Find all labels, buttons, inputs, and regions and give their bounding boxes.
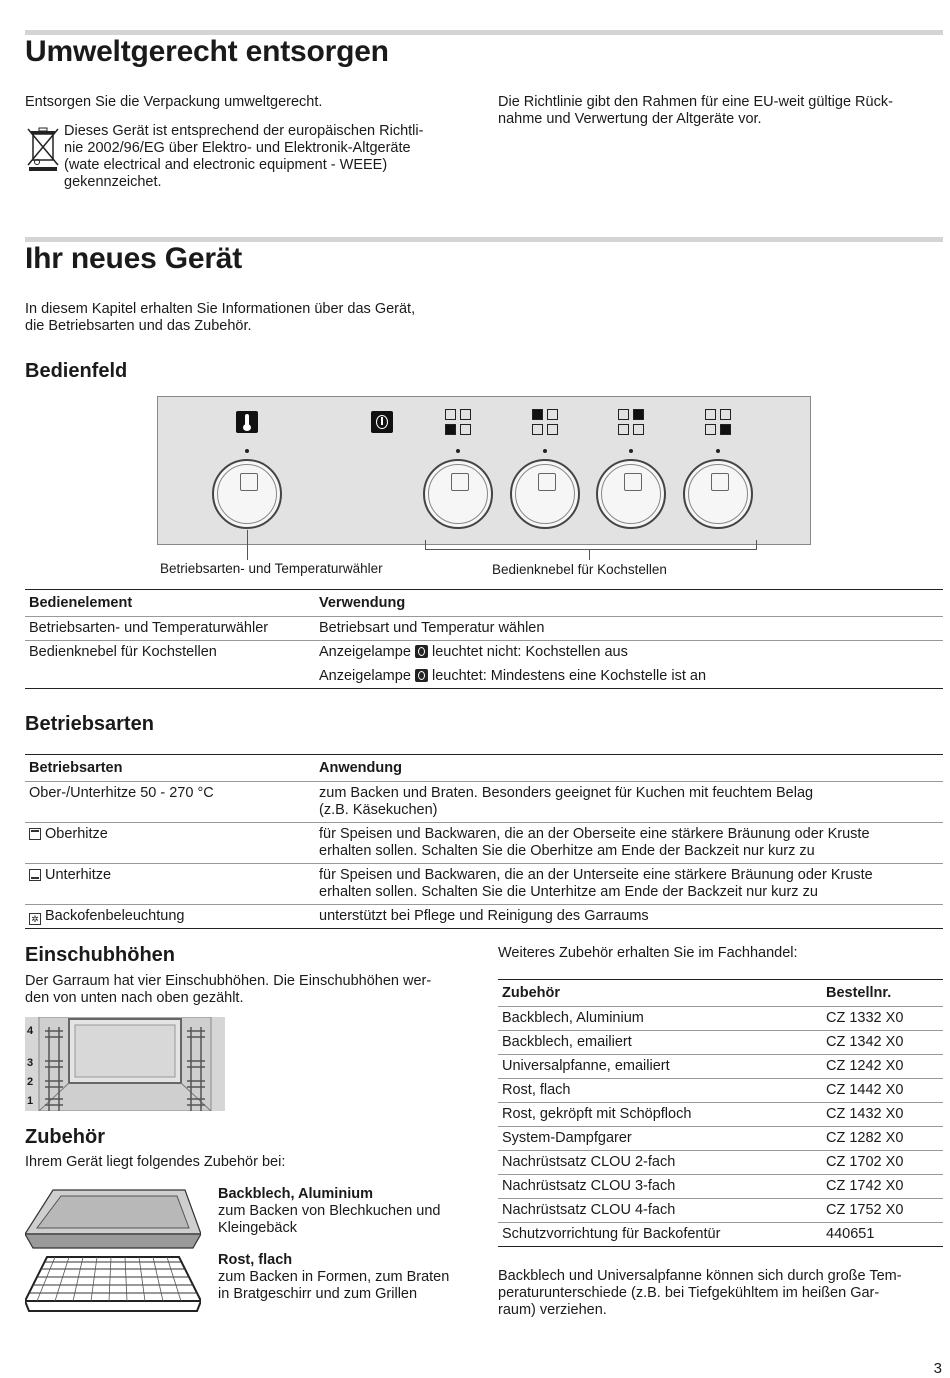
shelf-level-label: 2 <box>27 1076 34 1088</box>
directive-line: Die Richtlinie gibt den Rahmen für eine EU-weit gültige Rück- <box>498 94 893 110</box>
table-row <box>25 905 943 929</box>
directive-text <box>498 94 893 128</box>
table-cell: System-Dampfgarer <box>498 1127 822 1151</box>
hob-zone-icon <box>445 409 473 437</box>
table-row <box>498 1175 943 1199</box>
shelf-level-label: 4 <box>27 1025 34 1037</box>
text: Anzeigelampe <box>319 668 411 684</box>
accessory-item <box>218 1186 440 1237</box>
table-header: Verwendung <box>315 590 943 617</box>
table-cell: CZ 1752 X0 <box>822 1199 943 1223</box>
table-row <box>25 864 943 905</box>
table-row <box>498 1007 943 1031</box>
table-cell: Backblech, emailiert <box>498 1031 822 1055</box>
text-line: in Bratgeschirr und zum Grillen <box>218 1286 418 1302</box>
text-line: Der Garraum hat vier Einschubhöhen. Die Einschubhöhen wer- <box>25 973 432 989</box>
modes-table <box>25 754 943 929</box>
table-row <box>498 1127 943 1151</box>
text-line: zum Backen und Braten. Besonders geeignet für Kuchen mit feuchtem Belag <box>319 785 814 801</box>
callout-line <box>247 530 248 560</box>
text-line: für Speisen und Backwaren, die an der Oberseite eine stärkere Bräunung oder Kruste <box>319 826 870 842</box>
section-title: Ihr neues Gerät <box>25 242 243 275</box>
table-cell: Bedienknebel für Kochstellen <box>25 641 315 689</box>
accessory-intro: Ihrem Gerät liegt folgendes Zubehör bei: <box>25 1154 286 1170</box>
table-header-row <box>498 980 943 1007</box>
hob-zone-icon <box>618 409 646 437</box>
table-cell: CZ 1342 X0 <box>822 1031 943 1055</box>
text-line: erhalten sollen. Schalten Sie die Unterhitze am Ende der Backzeit nur kurz zu <box>319 884 818 900</box>
table-cell: Nachrüstsatz CLOU 2-fach <box>498 1151 822 1175</box>
table-header: Bedienelement <box>25 590 315 617</box>
text-line: zum Backen in Formen, zum Braten <box>218 1269 450 1285</box>
table-row <box>498 1151 943 1175</box>
table-cell: Ober-/Unterhitze 50 - 270 °C <box>25 782 315 823</box>
top-heat-icon <box>29 828 41 840</box>
accessory-note <box>498 1268 902 1319</box>
subsection-title: Bedienfeld <box>25 360 128 382</box>
indicator-lamp-icon <box>371 411 393 433</box>
wire-rack-illustration <box>25 1255 201 1315</box>
text: Oberhitze <box>45 826 108 842</box>
control-panel-illustration <box>157 396 811 545</box>
callout-label-hob: Bedienknebel für Kochstellen <box>492 562 667 577</box>
table-cell: CZ 1432 X0 <box>822 1103 943 1127</box>
text: Backofenbeleuchtung <box>45 908 185 924</box>
hob-knob <box>596 459 666 529</box>
weee-line: gekennzeichet. <box>64 174 162 190</box>
table-cell <box>315 782 943 823</box>
section-title: Umweltgerecht entsorgen <box>25 35 389 68</box>
table-cell <box>25 905 315 929</box>
table-cell: Betriebsarten- und Temperaturwähler <box>25 617 315 641</box>
table-cell: 440651 <box>822 1223 943 1247</box>
table-header-row <box>25 590 943 617</box>
table-row <box>25 823 943 864</box>
shelf-text <box>25 973 431 1007</box>
weee-bin-icon <box>25 126 61 172</box>
table-cell: CZ 1242 X0 <box>822 1055 943 1079</box>
hob-zone-icon <box>532 409 560 437</box>
subsection-title: Zubehör <box>25 1126 105 1148</box>
oven-light-icon: ✲ <box>29 913 41 925</box>
knob-marker <box>716 449 720 453</box>
text-line: peraturunterschiede (z.B. bei Tiefgekühltem im heißen Gar- <box>498 1285 880 1301</box>
text-line: raum) verziehen. <box>498 1302 607 1318</box>
table-cell: Universalpfanne, emailiert <box>498 1055 822 1079</box>
table-cell: CZ 1282 X0 <box>822 1127 943 1151</box>
directive-line: nahme und Verwertung der Altgeräte vor. <box>498 111 762 127</box>
text: leuchtet: Mindestens eine Kochstelle ist an <box>431 668 707 684</box>
intro-text <box>25 301 415 335</box>
table-row <box>25 782 943 823</box>
weee-line: (wate electrical and electronic equipment - WEEE) <box>64 157 388 173</box>
table-header: Bestellnr. <box>822 980 943 1007</box>
callout-label-mode: Betriebsarten- und Temperaturwähler <box>160 561 383 576</box>
table-row <box>498 1079 943 1103</box>
text: leuchtet nicht: Kochstellen aus <box>431 644 628 660</box>
table-cell: CZ 1442 X0 <box>822 1079 943 1103</box>
callout-bracket <box>425 540 757 550</box>
text-line: für Speisen und Backwaren, die an der Unterseite eine stärkere Bräunung oder Kruste <box>319 867 873 883</box>
table-header: Zubehör <box>498 980 822 1007</box>
page-number: 3 <box>933 1360 942 1377</box>
callout-line <box>589 550 590 560</box>
shelf-level-label: 3 <box>27 1057 34 1069</box>
bottom-heat-icon <box>29 869 41 881</box>
intro-line: In diesem Kapitel erhalten Sie Informationen über das Gerät, <box>25 301 416 317</box>
table-cell: Schutzvorrichtung für Backofentür <box>498 1223 822 1247</box>
hob-zone-icon <box>705 409 733 437</box>
table-cell: Backblech, Aluminium <box>498 1007 822 1031</box>
table-header: Betriebsarten <box>25 755 315 782</box>
text: Anzeigelampe <box>319 644 411 660</box>
table-cell: CZ 1332 X0 <box>822 1007 943 1031</box>
text-line: (z.B. Käsekuchen) <box>319 802 438 818</box>
weee-text <box>64 123 423 191</box>
table-header-row <box>25 755 943 782</box>
table-row <box>498 1103 943 1127</box>
accessory-name: Rost, flach <box>218 1252 293 1268</box>
table-cell: CZ 1742 X0 <box>822 1175 943 1199</box>
table-row <box>498 1031 943 1055</box>
table-cell: Rost, gekröpft mit Schöpfloch <box>498 1103 822 1127</box>
disposal-text: Entsorgen Sie die Verpackung umweltgerecht. <box>25 94 323 110</box>
table-cell <box>315 905 943 929</box>
baking-tray-illustration <box>25 1188 201 1254</box>
indicator-lamp-icon <box>415 645 428 658</box>
text-line: unterstützt bei Pflege und Reinigung des Garraums <box>319 908 649 924</box>
hob-knob <box>423 459 493 529</box>
table-cell: CZ 1702 X0 <box>822 1151 943 1175</box>
knob-marker <box>456 449 460 453</box>
text: Unterhitze <box>45 867 112 883</box>
thermometer-icon <box>236 411 258 433</box>
table-cell <box>25 864 315 905</box>
table-cell: Nachrüstsatz CLOU 4-fach <box>498 1199 822 1223</box>
table-row <box>498 1223 943 1247</box>
table-header: Anwendung <box>315 755 943 782</box>
weee-line: nie 2002/96/EG über Elektro- und Elektronik-Altgeräte <box>64 140 411 156</box>
indicator-lamp-icon <box>415 669 428 682</box>
text-line: erhalten sollen. Schalten Sie die Oberhitze am Ende der Backzeit nur kurz zu <box>319 843 815 859</box>
table-row <box>25 641 943 689</box>
oven-interior-illustration <box>25 1017 225 1111</box>
table-cell <box>315 641 943 689</box>
accessory-item <box>218 1252 449 1303</box>
knob-marker <box>629 449 633 453</box>
knob-marker <box>543 449 547 453</box>
weee-line: Dieses Gerät ist entsprechend der europäischen Richtli- <box>64 123 424 139</box>
intro-line: die Betriebsarten und das Zubehör. <box>25 318 252 334</box>
text-line: den von unten nach oben gezählt. <box>25 990 244 1006</box>
table-cell <box>315 864 943 905</box>
subsection-title: Einschubhöhen <box>25 944 175 966</box>
text-line: zum Backen von Blechkuchen und <box>218 1203 441 1219</box>
text-line: Kleingebäck <box>218 1220 297 1236</box>
table-cell: Nachrüstsatz CLOU 3-fach <box>498 1175 822 1199</box>
text-line: Backblech und Universalpfanne können sich durch große Tem- <box>498 1268 902 1284</box>
table-row <box>498 1055 943 1079</box>
controls-table <box>25 589 943 689</box>
shelf-level-label: 1 <box>27 1095 34 1107</box>
table-cell <box>25 823 315 864</box>
accessory-name: Backblech, Aluminium <box>218 1186 373 1202</box>
hob-knob <box>683 459 753 529</box>
table-cell: Rost, flach <box>498 1079 822 1103</box>
mode-temperature-knob <box>212 459 282 529</box>
hob-knob <box>510 459 580 529</box>
table-row <box>25 617 943 641</box>
knob-marker <box>245 449 249 453</box>
table-row <box>498 1199 943 1223</box>
table-cell <box>315 823 943 864</box>
table-cell: Betriebsart und Temperatur wählen <box>315 617 943 641</box>
subsection-title: Betriebsarten <box>25 713 154 735</box>
more-accessories-intro: Weiteres Zubehör erhalten Sie im Fachhandel: <box>498 945 798 961</box>
accessories-table <box>498 979 943 1247</box>
